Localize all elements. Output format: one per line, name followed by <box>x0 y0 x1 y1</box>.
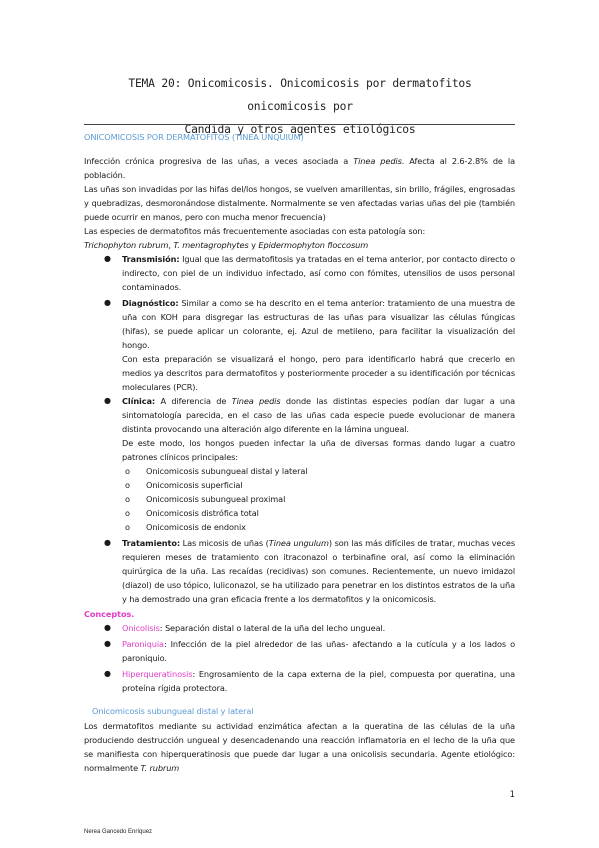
list-item-transmision: ● Transmisión: Igual que las dermatofitosis ya tratadas en el tema anterior, por contacto directo o indirecto, con piel de un individuo infectado, así como con fómites, utensilios de usos personal contaminados. <box>104 254 515 292</box>
list-item: o Onicomicosis distrófica total <box>125 508 259 518</box>
bullet-icon: ● <box>104 254 111 263</box>
concept-item-onicolisis: ● Onicolisis: Separación distal o lateral de la uña del lecho ungueal. <box>104 623 386 633</box>
list-item: o Onicomicosis de endonix <box>125 522 246 532</box>
list-item-tratamiento: ● Tratamiento: Las micosis de uñas (Tinea ungulum) son las más difíciles de tratar, muchas veces requieren meses de tratamiento con itraconazol o terbinafine oral, así como la eliminación quirúrgica de la uña. Las recaídas (recidivas) son comunes. Recientemente, un nuevo imidazol (diazol) de uso tópico, luliconazol, se ha utilizado para penetrar en los distintos estratos de la uña y ha demostrado una gran eficacia frente a los dermatofitos y la onicomicosis. <box>104 538 515 604</box>
clinical-patterns-list <box>122 464 515 534</box>
list-item: o Onicomicosis subungueal proximal <box>125 494 286 504</box>
bullet-icon: ● <box>104 298 111 307</box>
bullet-icon: ● <box>104 623 111 632</box>
title-underline <box>84 124 515 125</box>
document-body <box>84 130 515 775</box>
bullet-icon: ● <box>104 639 111 648</box>
main-bullet-list <box>84 252 515 606</box>
page-number: 1 <box>509 790 515 800</box>
list-item-clinica: ● Clínica: A diferencia de Tinea pedis donde las distintas especies podían dar lugar a una sintomatología parecida, en el caso de las uñas cada especie puede evolucionar de manera distinta provocando una alteración algo diferente en la lámina ungueal. De este modo, los hongos pueden infectar la uña de diversas formas dando lugar a cuatro patrones clínicos principales: o Onicomicosis subungueal distal y lateral o Onicomicosis superficial o Onicomicosis subungueal proximal o Onicomicosis distrófica total o Onicomicosis de endonix <box>104 396 515 532</box>
concepts-list <box>84 621 515 695</box>
list-item-diagnostico: ● Diagnóstico: Similar a como se ha descrito en el tema anterior: tratamiento de una muestra de uña con KOH para disgregar las estructuras de las uñas para visualizar las células fúngicas (hifas), se puede aplicar un colorante, ej. Azul de metileno, para facilitar la visualización del hongo. Con esta preparación se visualizará el hongo, pero para identificarlo habrá que crecerlo en medios ya descritos para dermatofitos y posteriormente proceder a su identificación por técnicas moleculares (PCR). <box>104 298 515 392</box>
intro-paragraph-2: Las uñas son invadidas por las hifas del/los hongos, se vuelven amarillentas, sin brillo, frágiles, engrosadas y quebradizas, desmoronándose distalmente. Normalmente se ven afectadas varias uñas del pie (también puede ocurrir en manos, pero con mucha menor frecuencia) <box>84 184 515 222</box>
concept-item-hiperqueratinosis: ● Hiperqueratinosis: Engrosamiento de la capa externa de la piel, compuesta por queratina, una proteína rígida protectora. <box>104 669 515 693</box>
intro-paragraph-3: Las especies de dermatofitos más frecuentemente asociadas con esta patología son: Trichophyton rubrum, T. mentagrophytes y Epidermophyton floccosum <box>84 226 426 250</box>
bullet-icon: ● <box>104 538 111 547</box>
footer-author: Nerea Gancedo Enríquez <box>84 829 153 835</box>
list-item: o Onicomicosis subungueal distal y lateral <box>125 466 308 476</box>
title-line-2: Candida y otros agentes etiológicos <box>184 123 416 136</box>
bullet-icon: ● <box>104 669 111 678</box>
concepts-heading: Conceptos. <box>84 609 135 619</box>
bullet-icon: ● <box>104 396 111 405</box>
list-item: o Onicomicosis superficial <box>125 480 243 490</box>
subsection-paragraph: Los dermatofitos mediante su actividad enzimática afectan a la queratina de las células de la uña produciendo destrucción ungueal y desencadenando una reacción inflamatoria en el lecho de la uña que se manifiesta con hiperqueratinosis que puede dar lugar a una onicolisis secundaria. Agente etiológico: normalmente T. rubrum <box>84 721 515 773</box>
intro-paragraph-1: Infección crónica progresiva de las uñas, a veces asociada a Tinea pedis. Afecta al 2.6-2.8% de la población. <box>84 156 515 180</box>
section-heading: ONICOMICOSIS POR DERMATOFITOS (TINEA UNQUIUM) <box>84 132 304 142</box>
title-line-1: TEMA 20: Onicomicosis. Onicomicosis por dermatofitos onicomicosis por <box>128 77 472 113</box>
subsection-heading: Onicomicosis subungueal distal y lateral <box>92 706 254 716</box>
concept-item-paroniquia: ● Paroniquia: Infección de la piel alrededor de las uñas- afectando a la cutícula y a los lados o paroniquio. <box>104 639 515 663</box>
